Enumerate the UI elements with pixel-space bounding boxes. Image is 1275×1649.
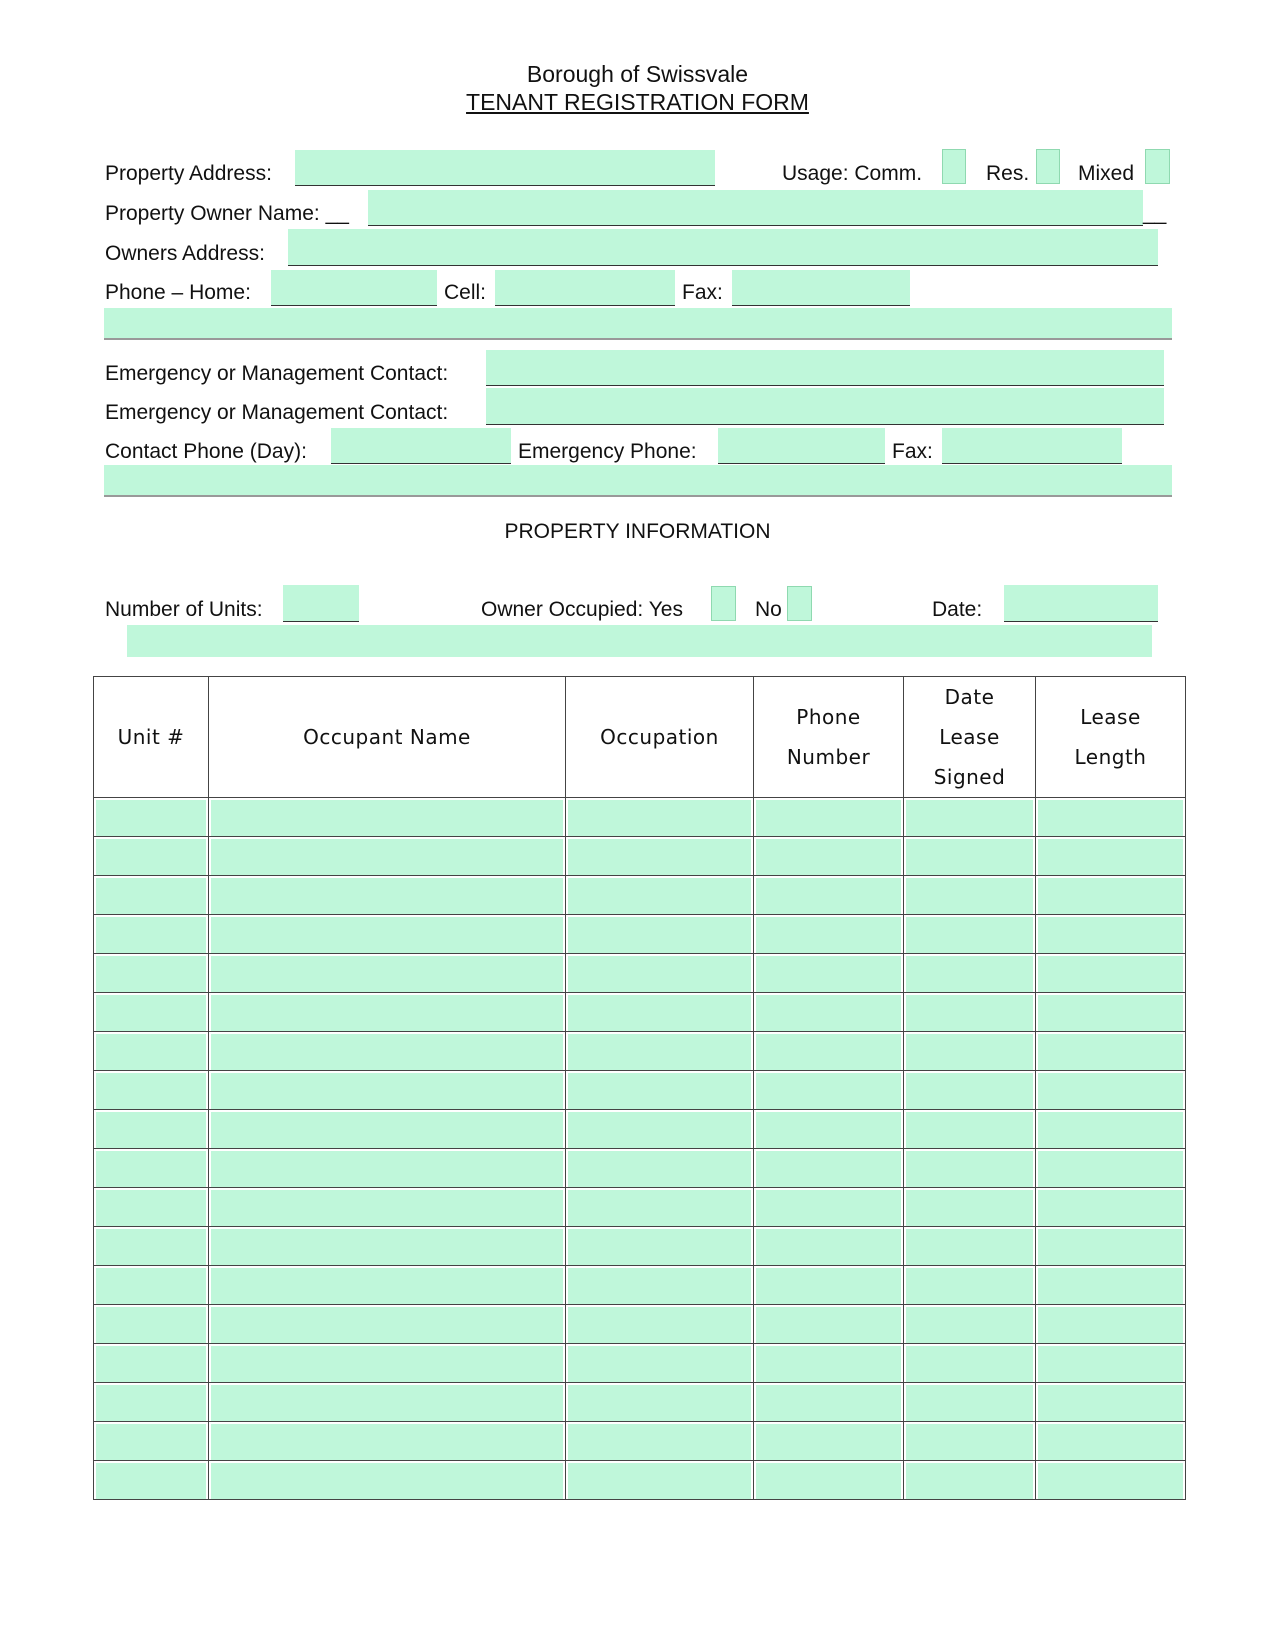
column-header-phone-number — [754, 677, 904, 798]
table-row — [94, 915, 1186, 954]
date-lease-signed-input[interactable] — [906, 800, 1033, 836]
date-lease-signed-input[interactable] — [906, 1112, 1033, 1148]
date-lease-signed-input[interactable] — [906, 1229, 1033, 1265]
date-lease-signed-input[interactable] — [906, 1034, 1033, 1070]
unit-input[interactable] — [96, 1151, 206, 1187]
owner-fax-input[interactable] — [732, 270, 910, 306]
contact-notes-input[interactable] — [104, 465, 1172, 495]
table-cell-phone-number — [754, 1227, 904, 1266]
table-cell-occupant-name — [209, 1032, 566, 1071]
table-row — [94, 993, 1186, 1032]
table-cell-date-lease-signed — [904, 915, 1036, 954]
table-cell-occupant-name — [209, 1071, 566, 1110]
phone-number-input[interactable] — [756, 1424, 901, 1460]
table-cell-unit — [94, 1188, 209, 1227]
unit-input[interactable] — [96, 956, 206, 992]
section-divider-2 — [104, 495, 1172, 497]
lease-length-input[interactable] — [1038, 1424, 1183, 1460]
table-cell-occupant-name — [209, 1344, 566, 1383]
number-of-units-label: Number of Units: — [105, 598, 263, 621]
occupant-name-input[interactable] — [211, 1034, 563, 1070]
owner-name-trail: __ — [1143, 202, 1167, 225]
phone-number-input[interactable] — [756, 1385, 901, 1421]
table-cell-occupant-name — [209, 1266, 566, 1305]
phone-number-input[interactable] — [756, 956, 901, 992]
table-cell-lease-length — [1036, 1383, 1186, 1422]
column-header-text: Lease — [1080, 705, 1141, 729]
occupation-input[interactable] — [568, 917, 751, 953]
occupant-name-input[interactable] — [211, 1229, 563, 1265]
table-cell-lease-length — [1036, 1266, 1186, 1305]
lease-length-input[interactable] — [1038, 917, 1183, 953]
table-cell-date-lease-signed — [904, 1071, 1036, 1110]
date-lease-signed-input[interactable] — [906, 995, 1033, 1031]
unit-input[interactable] — [96, 800, 206, 836]
table-cell-unit — [94, 1266, 209, 1305]
occupation-input[interactable] — [568, 878, 751, 914]
table-cell-unit — [94, 1110, 209, 1149]
phone-number-input[interactable] — [756, 1151, 901, 1187]
property-address-label: Property Address: — [105, 162, 272, 185]
table-cell-occupant-name — [209, 1383, 566, 1422]
property-notes-input[interactable] — [127, 625, 1152, 657]
table-row — [94, 876, 1186, 915]
unit-input[interactable] — [96, 1112, 206, 1148]
lease-length-input[interactable] — [1038, 1268, 1183, 1304]
table-cell-occupant-name — [209, 1461, 566, 1500]
phone-number-input[interactable] — [756, 1190, 901, 1226]
phone-number-input[interactable] — [756, 800, 901, 836]
contact-fax-input[interactable] — [942, 428, 1122, 464]
phone-number-input[interactable] — [756, 1346, 901, 1382]
column-header-occupant-name — [209, 677, 566, 798]
occupant-name-input[interactable] — [211, 1463, 563, 1499]
column-header-text: Occupant Name — [303, 725, 471, 749]
table-cell-unit — [94, 1383, 209, 1422]
phone-number-input[interactable] — [756, 917, 901, 953]
table-cell-occupant-name — [209, 993, 566, 1032]
table-cell-date-lease-signed — [904, 993, 1036, 1032]
table-cell-occupation — [566, 1266, 754, 1305]
unit-input[interactable] — [96, 1190, 206, 1226]
occupant-name-input[interactable] — [211, 1112, 563, 1148]
owner-fax-label: Fax: — [682, 281, 723, 304]
lease-length-input[interactable] — [1038, 1385, 1183, 1421]
occupant-name-input[interactable] — [211, 1268, 563, 1304]
table-row — [94, 1149, 1186, 1188]
table-cell-occupant-name — [209, 1422, 566, 1461]
unit-input[interactable] — [96, 917, 206, 953]
table-cell-date-lease-signed — [904, 1032, 1036, 1071]
table-cell-lease-length — [1036, 1032, 1186, 1071]
emergency-contact-input-1[interactable] — [486, 350, 1164, 386]
property-address-input[interactable] — [295, 150, 715, 186]
owners-address-input[interactable] — [288, 229, 1158, 266]
phone-number-input[interactable] — [756, 1073, 901, 1109]
occupation-input[interactable] — [568, 1307, 751, 1343]
occupation-input[interactable] — [568, 1385, 751, 1421]
table-cell-phone-number — [754, 915, 904, 954]
table-cell-occupation — [566, 1344, 754, 1383]
unit-input[interactable] — [96, 995, 206, 1031]
usage-res-checkbox[interactable] — [1036, 149, 1060, 184]
lease-length-input[interactable] — [1038, 1463, 1183, 1499]
table-cell-lease-length — [1036, 1227, 1186, 1266]
table-cell-unit — [94, 954, 209, 993]
table-cell-occupation — [566, 915, 754, 954]
lease-length-input[interactable] — [1038, 1346, 1183, 1382]
unit-input[interactable] — [96, 1346, 206, 1382]
table-cell-occupant-name — [209, 1188, 566, 1227]
table-cell-occupation — [566, 1071, 754, 1110]
table-cell-unit — [94, 1227, 209, 1266]
date-lease-signed-input[interactable] — [906, 917, 1033, 953]
number-of-units-input[interactable] — [283, 585, 359, 622]
form-title: TENANT REGISTRATION FORM — [466, 89, 809, 115]
table-cell-occupant-name — [209, 954, 566, 993]
lease-length-input[interactable] — [1038, 878, 1183, 914]
table-cell-phone-number — [754, 837, 904, 876]
table-cell-occupation — [566, 1305, 754, 1344]
table-row — [94, 1227, 1186, 1266]
date-lease-signed-input[interactable] — [906, 878, 1033, 914]
occupant-table — [93, 676, 1186, 1500]
owners-address-label: Owners Address: — [105, 242, 265, 265]
phone-number-input[interactable] — [756, 878, 901, 914]
table-cell-occupant-name — [209, 837, 566, 876]
table-cell-date-lease-signed — [904, 1344, 1036, 1383]
table-cell-phone-number — [754, 1188, 904, 1227]
table-row — [94, 1383, 1186, 1422]
occupant-name-input[interactable] — [211, 1424, 563, 1460]
occupation-input[interactable] — [568, 1073, 751, 1109]
table-cell-unit — [94, 798, 209, 837]
cell-input[interactable] — [495, 270, 675, 306]
owner-occupied-no-checkbox[interactable] — [787, 586, 812, 621]
occupation-input[interactable] — [568, 1463, 751, 1499]
usage-mixed-checkbox[interactable] — [1145, 149, 1170, 184]
table-row — [94, 1110, 1186, 1149]
phone-number-input[interactable] — [756, 1307, 901, 1343]
table-cell-date-lease-signed — [904, 1110, 1036, 1149]
unit-input[interactable] — [96, 1073, 206, 1109]
table-cell-date-lease-signed — [904, 954, 1036, 993]
occupant-name-input[interactable] — [211, 917, 563, 953]
occupation-input[interactable] — [568, 839, 751, 875]
occupant-name-input[interactable] — [211, 995, 563, 1031]
occupation-input[interactable] — [568, 800, 751, 836]
unit-input[interactable] — [96, 1463, 206, 1499]
table-cell-occupation — [566, 1461, 754, 1500]
column-header-text: Signed — [933, 765, 1006, 789]
unit-input[interactable] — [96, 1385, 206, 1421]
occupation-input[interactable] — [568, 1034, 751, 1070]
lease-length-input[interactable] — [1038, 800, 1183, 836]
lease-length-input[interactable] — [1038, 1034, 1183, 1070]
phone-number-input[interactable] — [756, 1229, 901, 1265]
table-cell-occupation — [566, 837, 754, 876]
table-cell-occupant-name — [209, 1305, 566, 1344]
phone-number-input[interactable] — [756, 1112, 901, 1148]
occupation-input[interactable] — [568, 956, 751, 992]
table-cell-lease-length — [1036, 1305, 1186, 1344]
owner-occupied-no-label: No — [755, 598, 782, 621]
unit-input[interactable] — [96, 839, 206, 875]
occupation-input[interactable] — [568, 1190, 751, 1226]
table-cell-occupation — [566, 1227, 754, 1266]
table-row — [94, 954, 1186, 993]
table-cell-date-lease-signed — [904, 1149, 1036, 1188]
table-cell-lease-length — [1036, 1422, 1186, 1461]
table-row — [94, 1344, 1186, 1383]
contact-phone-label: Contact Phone (Day): — [105, 440, 307, 463]
table-cell-occupation — [566, 1032, 754, 1071]
date-lease-signed-input[interactable] — [906, 1424, 1033, 1460]
table-cell-occupant-name — [209, 798, 566, 837]
usage-mixed-label: Mixed — [1078, 162, 1135, 185]
table-cell-date-lease-signed — [904, 837, 1036, 876]
unit-input[interactable] — [96, 1229, 206, 1265]
table-cell-occupant-name — [209, 1110, 566, 1149]
phone-number-input[interactable] — [756, 1034, 901, 1070]
unit-input[interactable] — [96, 1034, 206, 1070]
table-cell-occupation — [566, 1188, 754, 1227]
table-cell-unit — [94, 876, 209, 915]
column-header-text: Occupation — [600, 725, 719, 749]
column-header-unit — [94, 677, 209, 798]
lease-length-input[interactable] — [1038, 1190, 1183, 1226]
occupation-input[interactable] — [568, 1151, 751, 1187]
cell-label: Cell: — [444, 281, 487, 304]
occupant-name-input[interactable] — [211, 839, 563, 875]
table-row — [94, 1032, 1186, 1071]
municipality-name: Borough of Swissvale — [526, 61, 749, 87]
table-cell-lease-length — [1036, 1149, 1186, 1188]
unit-input[interactable] — [96, 1268, 206, 1304]
occupant-name-input[interactable] — [211, 1190, 563, 1226]
date-lease-signed-input[interactable] — [906, 1073, 1033, 1109]
occupant-name-input[interactable] — [211, 878, 563, 914]
table-row — [94, 837, 1186, 876]
table-cell-phone-number — [754, 876, 904, 915]
occupation-input[interactable] — [568, 1424, 751, 1460]
property-information-heading: PROPERTY INFORMATION — [504, 520, 771, 543]
date-lease-signed-input[interactable] — [906, 1307, 1033, 1343]
table-cell-unit — [94, 837, 209, 876]
occupant-name-input[interactable] — [211, 1151, 563, 1187]
table-cell-occupation — [566, 1422, 754, 1461]
table-cell-unit — [94, 1149, 209, 1188]
table-row — [94, 1422, 1186, 1461]
usage-comm-label: Usage: Comm. — [782, 162, 923, 185]
table-cell-lease-length — [1036, 798, 1186, 837]
occupation-input[interactable] — [568, 1112, 751, 1148]
table-cell-phone-number — [754, 1461, 904, 1500]
table-row — [94, 1461, 1186, 1500]
table-cell-date-lease-signed — [904, 1227, 1036, 1266]
column-header-text: Phone — [796, 705, 861, 729]
date-lease-signed-input[interactable] — [906, 839, 1033, 875]
table-cell-occupant-name — [209, 915, 566, 954]
unit-input[interactable] — [96, 878, 206, 914]
date-input[interactable] — [1004, 585, 1158, 622]
table-cell-lease-length — [1036, 1461, 1186, 1500]
table-row — [94, 1305, 1186, 1344]
column-header-text: Date — [944, 685, 995, 709]
table-cell-lease-length — [1036, 1344, 1186, 1383]
table-cell-unit — [94, 1071, 209, 1110]
table-cell-occupation — [566, 876, 754, 915]
unit-input[interactable] — [96, 1424, 206, 1460]
table-cell-unit — [94, 1032, 209, 1071]
date-lease-signed-input[interactable] — [906, 1151, 1033, 1187]
occupant-table-header — [94, 677, 1186, 798]
table-cell-occupant-name — [209, 876, 566, 915]
table-cell-phone-number — [754, 1383, 904, 1422]
table-cell-lease-length — [1036, 915, 1186, 954]
contact-phone-input[interactable] — [331, 428, 511, 464]
table-cell-unit — [94, 1305, 209, 1344]
lease-length-input[interactable] — [1038, 839, 1183, 875]
table-cell-date-lease-signed — [904, 1383, 1036, 1422]
table-cell-lease-length — [1036, 876, 1186, 915]
table-cell-unit — [94, 1422, 209, 1461]
date-lease-signed-input[interactable] — [906, 1385, 1033, 1421]
table-cell-date-lease-signed — [904, 1422, 1036, 1461]
table-cell-phone-number — [754, 1344, 904, 1383]
table-cell-occupant-name — [209, 1149, 566, 1188]
phone-home-input[interactable] — [271, 270, 437, 306]
occupation-input[interactable] — [568, 1229, 751, 1265]
table-cell-phone-number — [754, 1149, 904, 1188]
table-cell-unit — [94, 1344, 209, 1383]
lease-length-input[interactable] — [1038, 1112, 1183, 1148]
table-cell-phone-number — [754, 798, 904, 837]
occupant-name-input[interactable] — [211, 1346, 563, 1382]
occupation-input[interactable] — [568, 1268, 751, 1304]
column-header-lease-length — [1036, 677, 1186, 798]
date-lease-signed-input[interactable] — [906, 956, 1033, 992]
column-header-text: Lease — [939, 725, 1000, 749]
table-cell-phone-number — [754, 1071, 904, 1110]
emergency-phone-label: Emergency Phone: — [518, 440, 697, 463]
phone-number-input[interactable] — [756, 1268, 901, 1304]
table-cell-unit — [94, 915, 209, 954]
table-cell-date-lease-signed — [904, 1266, 1036, 1305]
phone-number-input[interactable] — [756, 1463, 901, 1499]
table-cell-date-lease-signed — [904, 798, 1036, 837]
table-cell-date-lease-signed — [904, 1188, 1036, 1227]
occupant-name-input[interactable] — [211, 1385, 563, 1421]
table-cell-phone-number — [754, 1110, 904, 1149]
table-cell-lease-length — [1036, 1110, 1186, 1149]
lease-length-input[interactable] — [1038, 956, 1183, 992]
unit-input[interactable] — [96, 1307, 206, 1343]
table-cell-occupation — [566, 993, 754, 1032]
emergency-contact-label-1: Emergency or Management Contact: — [105, 362, 449, 385]
table-cell-unit — [94, 1461, 209, 1500]
lease-length-input[interactable] — [1038, 1229, 1183, 1265]
occupant-name-input[interactable] — [211, 800, 563, 836]
table-cell-date-lease-signed — [904, 1461, 1036, 1500]
owner-occupied-yes-label: Owner Occupied: Yes — [481, 598, 683, 621]
lease-length-input[interactable] — [1038, 995, 1183, 1031]
lease-length-input[interactable] — [1038, 1307, 1183, 1343]
table-cell-occupant-name — [209, 1227, 566, 1266]
phone-home-label: Phone – Home: — [105, 281, 251, 304]
owner-name-input[interactable] — [368, 190, 1143, 226]
table-cell-lease-length — [1036, 954, 1186, 993]
emergency-contact-label-2: Emergency or Management Contact: — [105, 401, 449, 424]
lease-length-input[interactable] — [1038, 1151, 1183, 1187]
owner-name-label: Property Owner Name: __ — [105, 202, 349, 225]
table-cell-occupation — [566, 798, 754, 837]
table-cell-date-lease-signed — [904, 876, 1036, 915]
column-header-occupation — [566, 677, 754, 798]
phone-number-input[interactable] — [756, 839, 901, 875]
table-cell-occupation — [566, 954, 754, 993]
occupant-name-input[interactable] — [211, 1073, 563, 1109]
lease-length-input[interactable] — [1038, 1073, 1183, 1109]
phone-number-input[interactable] — [756, 995, 901, 1031]
column-header-text: Unit # — [117, 725, 185, 749]
table-cell-unit — [94, 993, 209, 1032]
table-cell-lease-length — [1036, 1071, 1186, 1110]
emergency-contact-input-2[interactable] — [486, 388, 1164, 425]
date-label: Date: — [932, 598, 983, 621]
contact-fax-label: Fax: — [892, 440, 933, 463]
table-row — [94, 1188, 1186, 1227]
usage-res-label: Res. — [986, 162, 1030, 185]
occupant-name-input[interactable] — [211, 956, 563, 992]
table-cell-occupation — [566, 1149, 754, 1188]
table-cell-phone-number — [754, 1305, 904, 1344]
date-lease-signed-input[interactable] — [906, 1268, 1033, 1304]
table-cell-lease-length — [1036, 1188, 1186, 1227]
table-row — [94, 1071, 1186, 1110]
table-cell-occupation — [566, 1110, 754, 1149]
occupation-input[interactable] — [568, 995, 751, 1031]
date-lease-signed-input[interactable] — [906, 1190, 1033, 1226]
table-cell-phone-number — [754, 1266, 904, 1305]
table-cell-phone-number — [754, 1032, 904, 1071]
table-cell-lease-length — [1036, 993, 1186, 1032]
owner-notes-input[interactable] — [104, 308, 1172, 338]
table-cell-phone-number — [754, 954, 904, 993]
table-row — [94, 798, 1186, 837]
table-cell-phone-number — [754, 1422, 904, 1461]
owner-occupied-yes-checkbox[interactable] — [711, 586, 736, 621]
date-lease-signed-input[interactable] — [906, 1463, 1033, 1499]
table-cell-date-lease-signed — [904, 1305, 1036, 1344]
occupation-input[interactable] — [568, 1346, 751, 1382]
emergency-phone-input[interactable] — [718, 428, 885, 464]
column-header-text: Length — [1074, 745, 1147, 769]
usage-comm-checkbox[interactable] — [942, 149, 966, 184]
table-cell-phone-number — [754, 993, 904, 1032]
column-header-text: Number — [786, 745, 871, 769]
date-lease-signed-input[interactable] — [906, 1346, 1033, 1382]
table-row — [94, 1266, 1186, 1305]
occupant-name-input[interactable] — [211, 1307, 563, 1343]
table-cell-lease-length — [1036, 837, 1186, 876]
section-divider-1 — [104, 338, 1172, 340]
column-header-date-lease-signed — [904, 677, 1036, 798]
table-cell-occupation — [566, 1383, 754, 1422]
